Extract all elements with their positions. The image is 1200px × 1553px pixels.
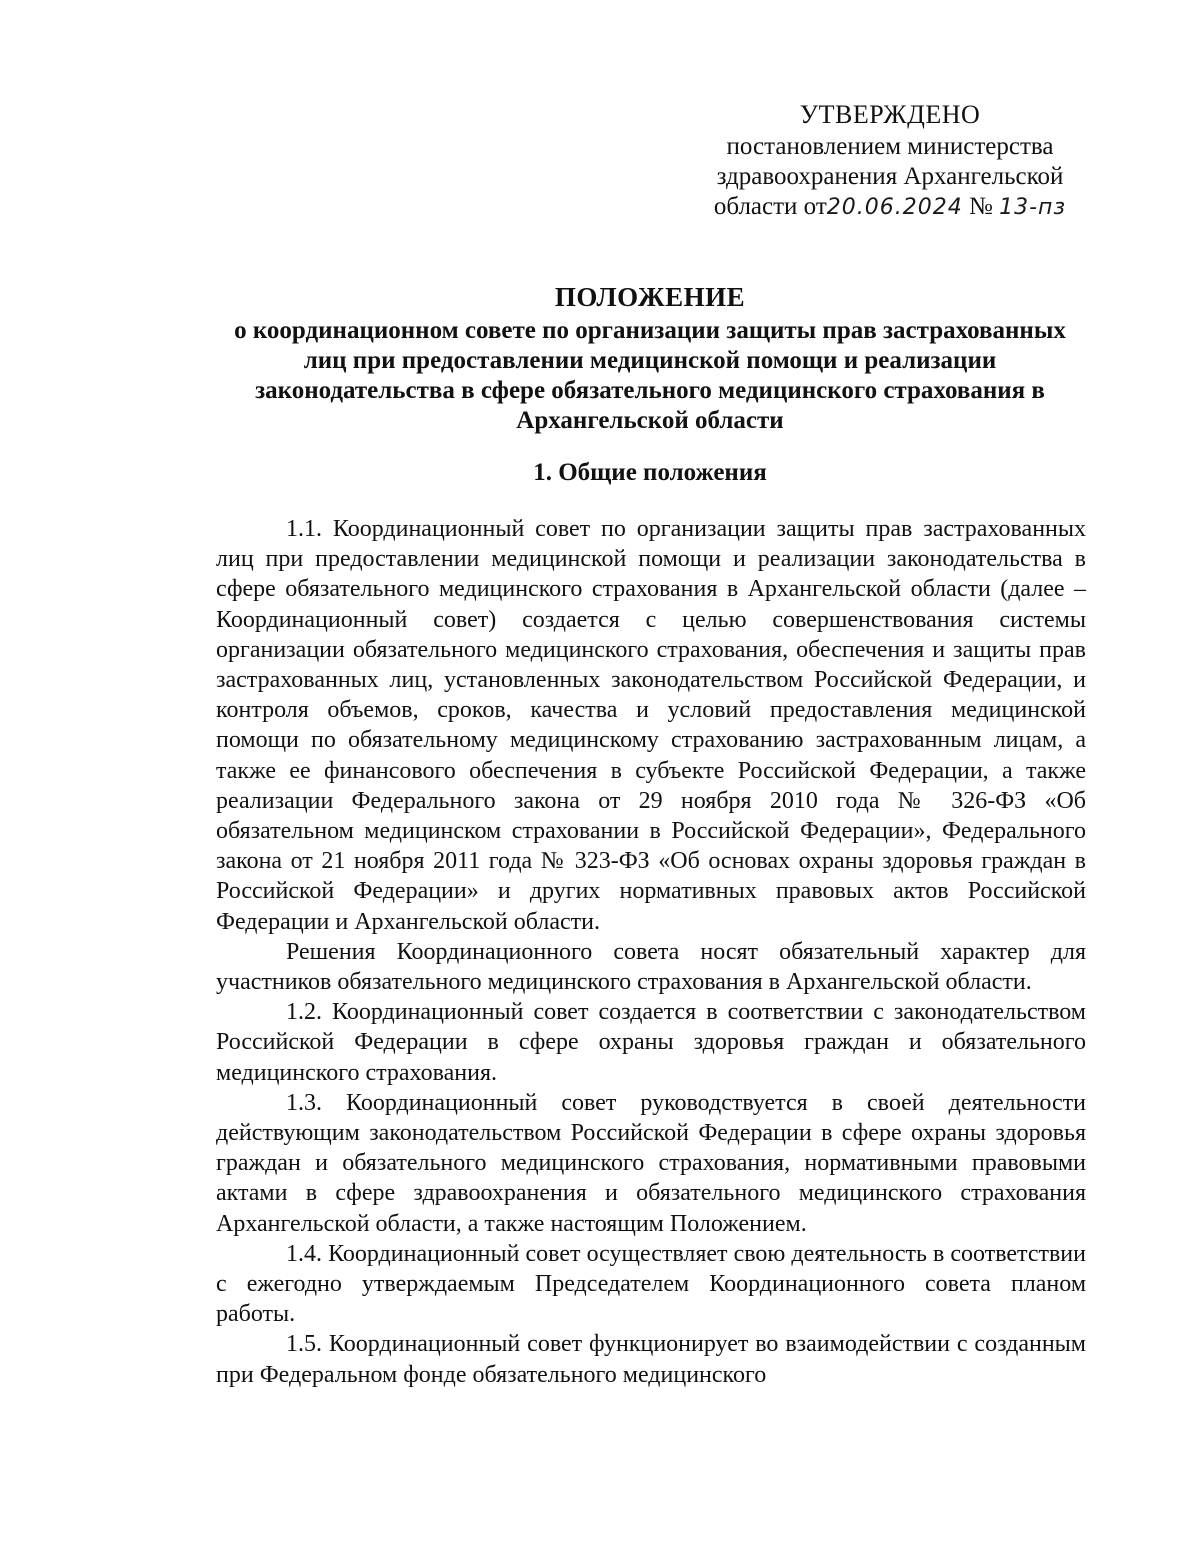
handwritten-number: 13-пз xyxy=(999,195,1067,220)
approval-line-1: постановлением министерства xyxy=(726,133,1054,160)
document-body xyxy=(216,514,1086,1390)
approval-block xyxy=(690,100,1090,223)
title-subtitle: о координационном совете по организации защиты прав застрахованных лиц при предоставлении медицинской помощи и реализации законодательства в сфере обязательного медицинского страхования в Архангельской области xyxy=(234,317,1066,434)
paragraph-1-1: 1.1. Координационный совет по организации защиты прав застрахованных лиц при предоставлении медицинской помощи и реализации законодательства в сфере обязательного медицинского страхования в Архангельской области (далее – Координационный совет) создается с целью совершенствования системы организации обязательного медицинского страхования, обеспечения и защиты прав застрахованных лиц, установленных законодательством Российской Федерации, и контроля объемов, сроков, качества и условий предоставления медицинской помощи по обязательному медицинскому страхованию застрахованным лицам, а также ее финансового обеспечения в субъекте Российской Федерации, а также реализации Федерального закона от 29 ноября 2010 года № 326-ФЗ «Об обязательном медицинском страховании в Российской Федерации», Федерального закона от 21 ноября 2011 года № 323-ФЗ «Об основах охраны здоровья граждан в Российской Федерации» и других нормативных правовых актов Российской Федерации и Архангельской области. xyxy=(216,516,1086,935)
title-main: ПОЛОЖЕНИЕ xyxy=(554,282,746,312)
handwritten-date: 20.06.2024 xyxy=(826,195,963,220)
approval-stamp: УТВЕРЖДЕНО xyxy=(799,100,981,129)
paragraph-decisions: Решения Координационного совета носят обязательный характер для участников обязательного медицинского страхования в Архангельской области. xyxy=(216,938,1086,996)
paragraph-1-2: 1.2. Координационный совет создается в соответствии с законодательством Российской Федерации в сфере охраны здоровья граждан и обязательного медицинского страхования. xyxy=(216,999,1086,1086)
approval-line-2: здравоохранения Архангельской xyxy=(716,163,1064,190)
paragraph-1-4: 1.4. Координационный совет осуществляет свою деятельность в соответствии с ежегодно утверждаемым Председателем Координационного совета планом работы. xyxy=(216,1240,1086,1328)
document-title xyxy=(215,280,1085,436)
paragraph-1-5: 1.5. Координационный совет функционирует во взаимодействии с созданным при Федеральном фонде обязательного медицинского xyxy=(216,1331,1086,1388)
approval-number-prefix: № xyxy=(969,193,993,220)
approval-date-prefix: области от xyxy=(713,193,827,220)
approval-line-3 xyxy=(690,192,1090,223)
paragraph-1-3: 1.3. Координационный совет руководствуется в своей деятельности действующим законодательством Российской Федерации в сфере охраны здоровья граждан и обязательного медицинского страхования, нормативными правовыми актами в сфере здравоохранения и обязательного медицинского страхования Архангельской области, а также настоящим Положением. xyxy=(216,1089,1086,1237)
section-heading: 1. Общие положения xyxy=(533,459,767,486)
